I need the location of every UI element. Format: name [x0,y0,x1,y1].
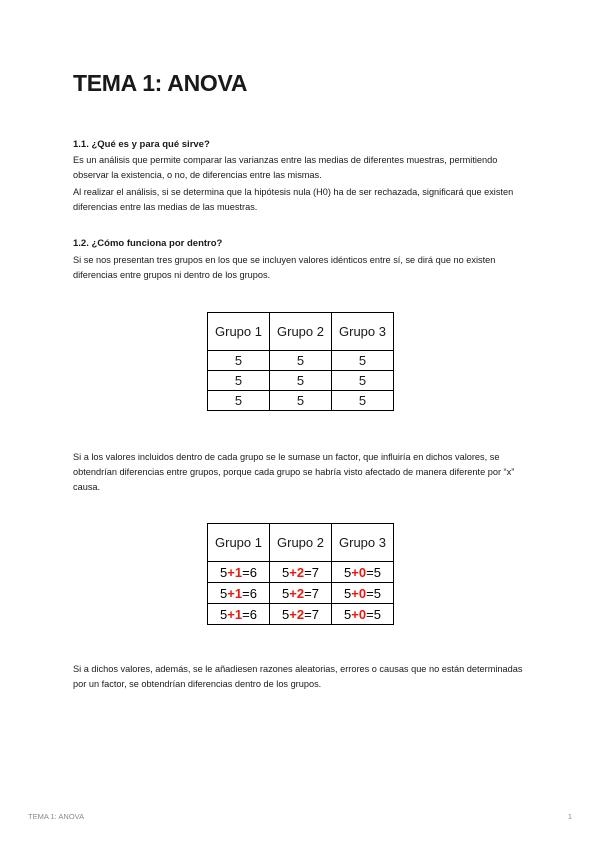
table-row [208,604,394,625]
table-cell [332,562,394,583]
table-row [208,562,394,583]
result-value: =7 [304,585,319,601]
section-2-heading: 1.2. ¿Cómo funciona por dentro? [73,238,223,249]
base-value: 5 [220,564,228,580]
base-value: 5 [220,606,228,622]
table-header-cell: Grupo 2 [270,313,332,351]
table-cell [270,604,332,625]
page-number: 1 [567,812,572,821]
table-header-row [208,313,394,351]
table-header-cell: Grupo 1 [208,524,270,562]
factor-value: +2 [289,585,305,601]
factor-value: +0 [351,564,367,580]
base-value: 5 [282,564,290,580]
factor-value: +2 [289,606,305,622]
factor-value: +0 [351,606,367,622]
table-cell [208,604,270,625]
page-title: TEMA 1: ANOVA [73,70,248,96]
result-value: =6 [242,564,257,580]
table-row [208,391,394,411]
table-identical-values [207,312,394,411]
section-1-heading: 1.1. ¿Qué es y para qué sirve? [73,139,210,150]
table-cell [270,583,332,604]
base-value: 5 [282,606,290,622]
result-value: =6 [242,606,257,622]
result-value: =7 [304,564,319,580]
table-cell: 5 [208,351,270,371]
table-header-row [208,524,394,562]
result-value: =5 [366,585,381,601]
factor-value: +1 [227,585,243,601]
table-cell: 5 [208,371,270,391]
table-cell [208,562,270,583]
table-row [208,371,394,391]
table-cell: 5 [332,371,394,391]
section-2-paragraph-1: Si se nos presentan tres grupos en los que se incluyen valores idénticos entre sí, se dirá que no existen diferencias entre grupos ni dentro de los grupos. [73,255,496,280]
base-value: 5 [344,606,352,622]
result-value: =5 [366,564,381,580]
table-header-cell: Grupo 2 [270,524,332,562]
table-header-cell: Grupo 1 [208,313,270,351]
factor-value: +1 [227,564,243,580]
section-1-paragraph-2: Al realizar el análisis, si se determina que la hipótesis nula (H0) ha de ser rechazada, significará que existen diferencias entre las medias de las muestras. [73,187,514,212]
table-cell [270,562,332,583]
table-cell: 5 [270,351,332,371]
factor-value: +2 [289,564,305,580]
factor-value: +0 [351,585,367,601]
section-2-paragraph-3: Si a dichos valores, además, se le añadiesen razones aleatorias, errores o causas que no están determinadas por un factor, se obtendrían diferencias dentro de los grupos. [73,664,523,689]
table-header-cell: Grupo 3 [332,524,394,562]
table-cell: 5 [332,391,394,411]
table-cell [332,583,394,604]
section-1-paragraph-1: Es un análisis que permite comparar las varianzas entre las medias de diferentes muestras, permitiendo observar la existencia, o no, de diferencias entre las mismas. [73,155,498,180]
table-cell: 5 [270,391,332,411]
base-value: 5 [344,564,352,580]
section-2-paragraph-2: Si a los valores incluidos dentro de cada grupo se le sumase un factor, que influiría en dichos valores, se obtendrían diferencias entre grupos, porque cada grupo se habría visto afectado de manera diferente por “x” causa. [73,452,515,492]
base-value: 5 [282,585,290,601]
table-cell: 5 [332,351,394,371]
base-value: 5 [344,585,352,601]
result-value: =5 [366,606,381,622]
table-factor-values [207,523,394,625]
table-cell: 5 [270,371,332,391]
table-cell: 5 [208,391,270,411]
table-cell [332,604,394,625]
footer-title: TEMA 1: ANOVA [28,812,85,821]
result-value: =7 [304,606,319,622]
result-value: =6 [242,585,257,601]
table-cell [208,583,270,604]
base-value: 5 [220,585,228,601]
table-row [208,583,394,604]
table-row [208,351,394,371]
table-header-cell: Grupo 3 [332,313,394,351]
factor-value: +1 [227,606,243,622]
